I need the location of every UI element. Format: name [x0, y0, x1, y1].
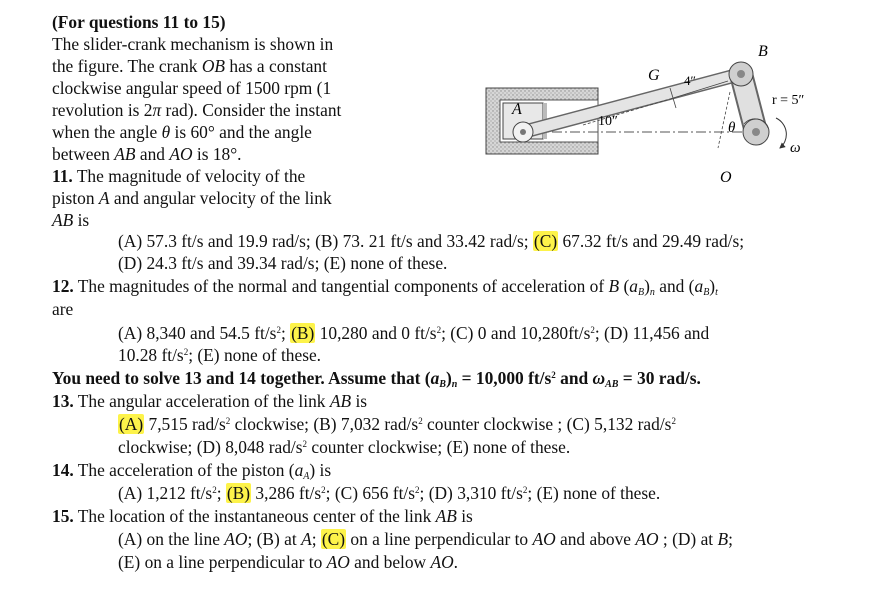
q13-options — [118, 414, 676, 434]
intro-line: clockwise angular speed of 1500 rpm (1 — [52, 78, 332, 98]
q15-option-c-highlighted[interactable]: (C) — [321, 529, 346, 549]
label-omega: ω — [790, 140, 801, 156]
intro-line: revolution is 2π rad). Consider the instant — [52, 100, 342, 120]
q15-options — [118, 529, 733, 549]
q13-option-d[interactable]: (D) 8,048 rad/$s^2$ counter clockwise; — [196, 437, 447, 457]
label-O: O — [720, 169, 732, 186]
q15-option-b[interactable]: (B) at A; — [256, 529, 321, 549]
q12-stem: 12. The magnitudes of the normal and tangential components of acceleration of B $(a_B)_n$ and $(a_B)_t$ — [52, 276, 718, 298]
instruction-note: You need to solve 13 and 14 together. Assume that $(a_B)_n = 10,000$ $ft/s^2$ and $\omega_{AB} = 30$ rad/s. — [52, 368, 701, 390]
q14-option-a[interactable]: (A) 1,212 $ft/s^2$; — [118, 483, 226, 503]
intro-line: the figure. The crank OB has a constant — [52, 56, 327, 76]
q15-option-e[interactable]: (E) on a line perpendicular to AO and below AO. — [118, 552, 459, 572]
q12-option-e[interactable]: (E) none of these. — [197, 345, 322, 365]
q13-options — [118, 437, 570, 457]
q12-option-c[interactable]: (C) 0 and $10,280ft/s^2$; — [450, 323, 605, 343]
q11-option-c-highlighted[interactable]: (C) — [533, 231, 558, 251]
intro-line: The slider-crank mechanism is shown in — [52, 34, 334, 54]
q14-option-c[interactable]: (C) 656 $ft/s^2$; — [334, 483, 429, 503]
slider-crank-figure — [408, 30, 848, 205]
intro-line: when the angle θ is 60° and the angle — [52, 122, 312, 142]
q14-stem: 14. The acceleration of the piston $(a_A)$ is — [52, 460, 332, 482]
q11-option-e[interactable]: (E) none of these. — [323, 253, 448, 273]
intro-line: between AB and AO is 18°. — [52, 144, 242, 164]
q14-option-b-highlighted[interactable]: (B) — [226, 483, 251, 503]
q13-option-e[interactable]: (E) none of these. — [446, 437, 571, 457]
q12-option-a[interactable]: (A) 8,340 and 54.5 $ft/s^2$; — [118, 323, 291, 343]
q11-stem: 11. The magnitude of velocity of the — [52, 166, 306, 186]
label-B: B — [758, 43, 768, 60]
q15-options — [118, 552, 458, 572]
dim-label-rod: 10″ — [598, 114, 618, 129]
q11-stem: piston A and angular velocity of the link — [52, 188, 332, 208]
pin-B — [729, 62, 753, 86]
q12-option-b-highlighted[interactable]: (B) — [291, 323, 315, 343]
q14-option-b[interactable]: 3,286 $ft/s^2$; — [251, 483, 335, 503]
q12-stem: are — [52, 299, 74, 319]
q11-option-a[interactable]: (A) 57.3 ft/s and 19.9 rad/s; — [118, 231, 316, 251]
q15-option-a[interactable]: (A) on the line AO; — [118, 529, 257, 549]
q13-option-a-highlighted[interactable]: (A) — [119, 414, 144, 434]
q13-option-a[interactable]: 7,515 rad/$s^2$ clockwise; — [144, 414, 314, 434]
q11-option-c[interactable]: 67.32 ft/s and 29.49 rad/s; — [558, 231, 745, 251]
q15-stem: 15. The location of the instantaneous center of the link AB is — [52, 506, 473, 526]
q14-options — [118, 483, 660, 503]
q12-option-b[interactable]: 10,280 and 0 $ft/s^2$; — [315, 323, 451, 343]
q11-options — [118, 231, 744, 251]
label-A: A — [512, 101, 522, 118]
label-theta: θ — [728, 120, 736, 136]
q11-options — [118, 253, 447, 273]
q15-option-d[interactable]: (D) at B; — [672, 529, 733, 549]
q11-option-b[interactable]: (B) 73. 21 ft/s and 33.42 rad/s; — [315, 231, 533, 251]
q11-option-d[interactable]: (D) 24.3 ft/s and 39.34 rad/s; — [118, 253, 324, 273]
q15-option-c[interactable]: on a line perpendicular to AO and above AO ; — [346, 529, 673, 549]
q12-options — [118, 323, 709, 343]
dim-label-4: 4″ — [684, 73, 696, 88]
q13-option-b[interactable]: (B) 7,032 rad/$s^2$ counter clockwise ; — [313, 414, 567, 434]
q12-option-d-cont[interactable]: 10.28 $ft/s^2$; — [118, 345, 198, 365]
pin-A — [513, 122, 533, 142]
q13-stem: 13. The angular acceleration of the link AB is — [52, 391, 368, 411]
omega-arrow-icon — [776, 118, 786, 148]
dim-label-r: r = 5″ — [772, 93, 805, 108]
q12-options — [118, 345, 321, 365]
q14-option-e[interactable]: (E) none of these. — [536, 483, 661, 503]
q14-option-d[interactable]: (D) 3,310 $ft/s^2$; — [428, 483, 537, 503]
q11-stem: AB is — [52, 210, 90, 230]
q12-option-d[interactable]: (D) 11,456 and — [604, 323, 710, 343]
q13-option-c-cont[interactable]: clockwise; — [118, 437, 197, 457]
label-G: G — [648, 67, 660, 84]
q13-option-c[interactable]: (C) 5,132 rad/$s^2$ — [566, 414, 676, 434]
section-heading: (For questions 11 to 15) — [52, 12, 226, 32]
